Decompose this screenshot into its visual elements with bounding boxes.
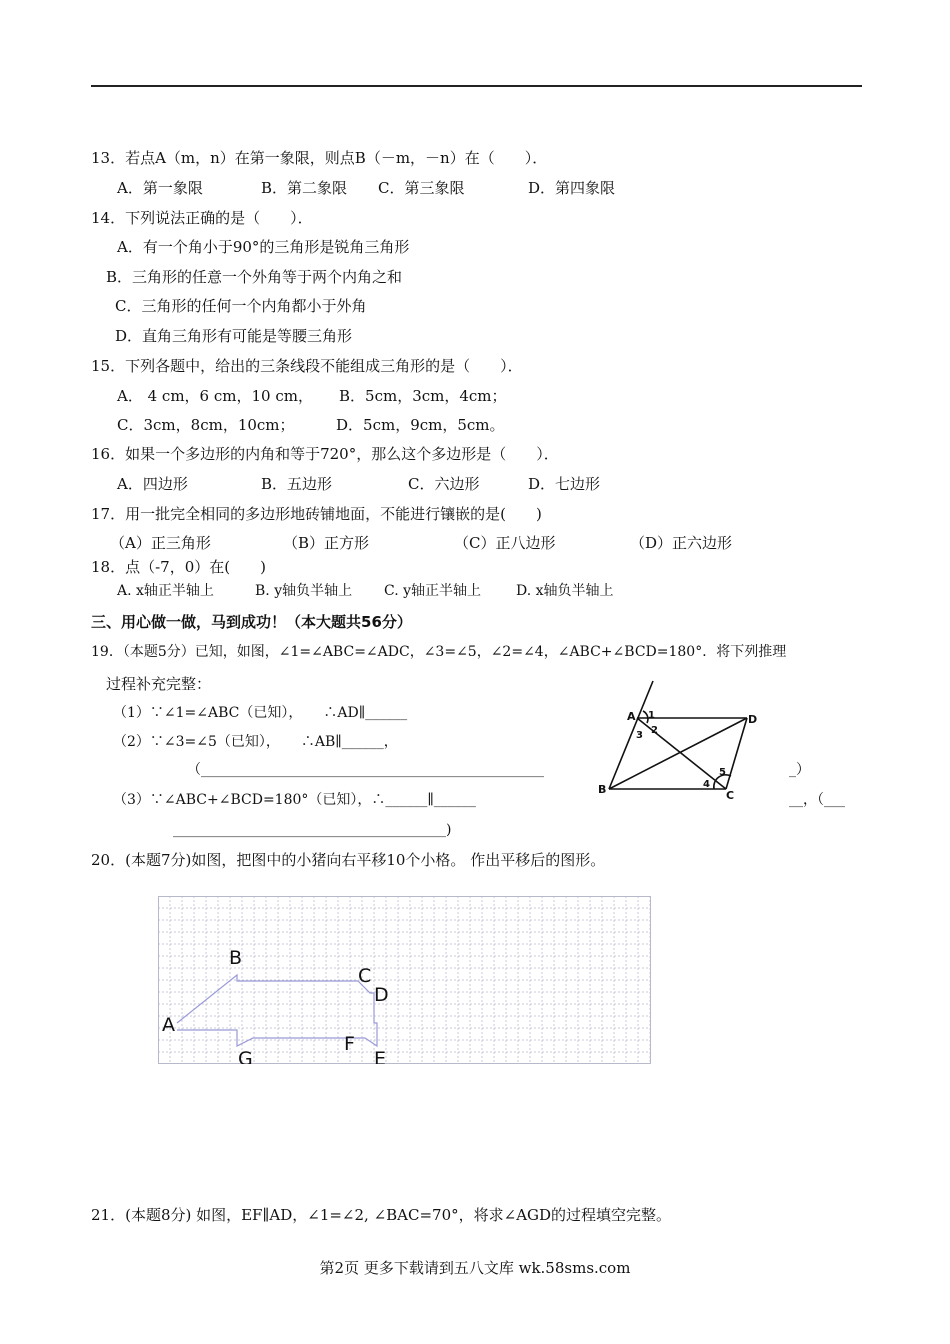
q15-option-c: C．3cm，8cm，10cm； xyxy=(117,416,295,434)
q13-stem: 13．若点A（m，n）在第一象限，则点B（－m，－n）在（ ）． xyxy=(91,149,548,167)
q18-option-b: B. y轴负半轴上 xyxy=(255,583,353,599)
q20-pig-grid xyxy=(158,896,651,1064)
point-d-label: D xyxy=(374,984,389,1006)
q18-option-c: C. y轴正半轴上 xyxy=(384,583,482,599)
q17-option-c: （C）正八边形 xyxy=(454,534,556,552)
q17-option-a: （A）正三角形 xyxy=(110,534,211,552)
line-ba-extended xyxy=(609,681,653,789)
angle-1-label: 1 xyxy=(648,710,655,721)
q16-stem: 16．如果一个多边形的内角和等于720°，那么这个多边形是（ ）． xyxy=(91,445,559,463)
point-a-label: A xyxy=(162,1014,175,1036)
q16-option-b: B．五边形 xyxy=(261,475,333,493)
point-c-label: C xyxy=(726,789,735,802)
q19-step-2-reason[interactable]: （_________________________________________________ xyxy=(187,762,544,778)
point-f-label: F xyxy=(344,1033,355,1055)
line-bd xyxy=(609,718,747,789)
q17-stem: 17．用一批完全相同的多边形地砖铺地面，不能进行镶嵌的是( ) xyxy=(91,505,542,523)
point-a-label: A xyxy=(627,710,636,723)
point-g-label: G xyxy=(238,1048,253,1064)
q15-stem: 15．下列各题中，给出的三条线段不能组成三角形的是（ ）． xyxy=(91,357,523,375)
q18-stem: 18．点（-7，0）在( ) xyxy=(91,558,266,576)
grid-lines xyxy=(158,896,651,1064)
point-d-label: D xyxy=(748,713,758,726)
q20-stem: 20．(本题7分)如图，把图中的小猪向右平移10个小格。 作出平移后的图形。 xyxy=(91,851,606,869)
q19-step-3-reason[interactable]: _______________________________________) xyxy=(173,822,452,838)
q13-option-c: C．第三象限 xyxy=(378,179,465,197)
q13-option-b: B．第二象限 xyxy=(261,179,348,197)
q15-option-a: A． 4 cm，6 cm，10 cm， xyxy=(117,387,313,405)
q19-step-2[interactable]: （2）∵∠3=∠5（已知）， ∴AB∥______， xyxy=(113,734,398,750)
q16-option-c: C．六边形 xyxy=(408,475,480,493)
q19-step-1[interactable]: （1）∵∠1=∠ABC（已知）， ∴AD∥______ xyxy=(113,705,408,721)
q14-option-a: A．有一个角小于90°的三角形是锐角三角形 xyxy=(117,238,410,256)
q19-stem: 19．（本题5分）已知，如图，∠1=∠ABC=∠ADC，∠3=∠5，∠2=∠4，∠ABC+∠BCD=180°．将下列推理 xyxy=(91,644,787,660)
q17-option-d: （D）正六边形 xyxy=(630,534,733,552)
q18-option-a: A. x轴正半轴上 xyxy=(117,583,214,599)
q17-option-b: （B）正方形 xyxy=(283,534,370,552)
page-footer[interactable]: 第2页 更多下载请到五八文库 wk.58sms.com xyxy=(319,1259,631,1277)
q14-option-c: C．三角形的任何一个内角都小于外角 xyxy=(115,297,367,315)
q16-option-d: D．七边形 xyxy=(528,475,601,493)
line-cd xyxy=(726,718,747,789)
q18-option-d: D. x轴负半轴上 xyxy=(516,583,614,599)
angle-5-label: 5 xyxy=(719,767,726,778)
q19-step-3-end[interactable]: __，（___ xyxy=(789,792,845,808)
q19-step-3[interactable]: （3）∵∠ABC+∠BCD=180°（已知），∴______∥______ xyxy=(113,792,476,808)
point-b-label: B xyxy=(229,947,243,969)
header-rule xyxy=(91,85,862,87)
angle-3-label: 3 xyxy=(636,730,643,741)
q13-option-d: D．第四象限 xyxy=(528,179,616,197)
angle-4-label: 4 xyxy=(703,779,710,790)
q15-option-d: D．5cm，9cm，5cm。 xyxy=(336,416,505,434)
q21-stem: 21．(本题8分) 如图，EF∥AD，∠1=∠2, ∠BAC=70°，将求∠AGD的过程填空完整。 xyxy=(91,1206,672,1224)
q14-option-d: D．直角三角形有可能是等腰三角形 xyxy=(115,327,353,345)
q14-option-b: B．三角形的任意一个外角等于两个内角之和 xyxy=(106,268,403,286)
q14-stem: 14．下列说法正确的是（ ）． xyxy=(91,209,313,227)
point-e-label: E xyxy=(374,1048,387,1064)
q19-parallelogram-figure xyxy=(590,675,780,805)
angle-2-label: 2 xyxy=(651,725,658,736)
q13-option-a: A．第一象限 xyxy=(117,179,203,197)
q16-option-a: A．四边形 xyxy=(117,475,188,493)
point-b-label: B xyxy=(598,783,607,796)
q15-option-b: B．5cm，3cm，4cm； xyxy=(339,387,507,405)
q19-step-2-end: _） xyxy=(789,762,810,778)
q19-stem-cont: 过程补充完整： xyxy=(106,675,212,693)
grid-border xyxy=(159,897,651,1064)
section-3-title: 三、用心做一做，马到成功！（本大题共56分） xyxy=(91,613,412,631)
point-c-label: C xyxy=(358,965,372,987)
